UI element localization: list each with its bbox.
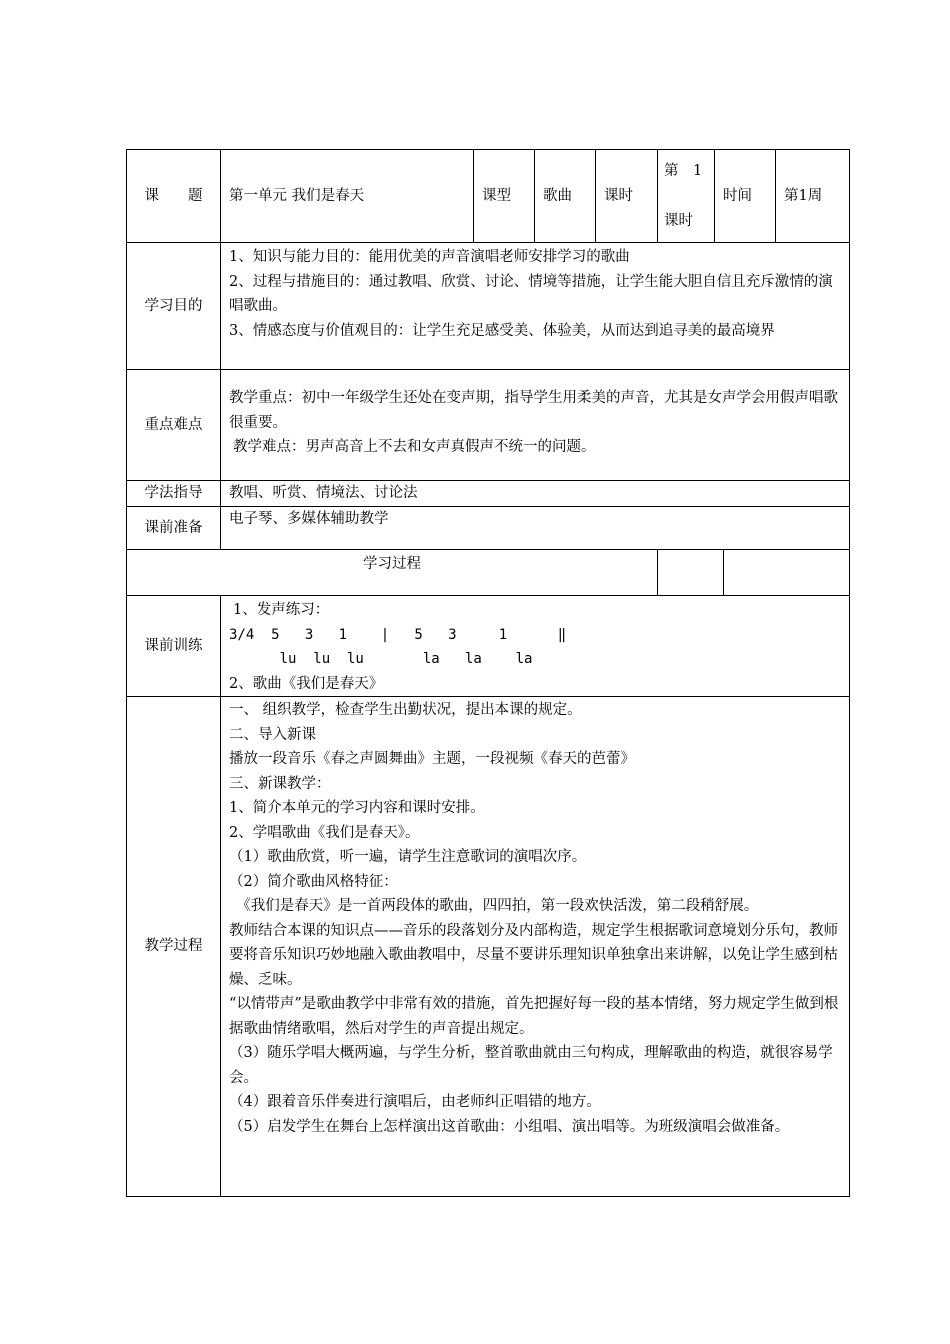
teaching-paragraph: 2、学唱歌曲《我们是春天》。 bbox=[229, 824, 420, 841]
teaching-paragraph: （5）启发学生在舞台上怎样演出这首歌曲：小组唱、演出唱等。为班级演唱会做准备。 bbox=[229, 1118, 790, 1135]
goal-item: 1、知识与能力目的：能用优美的声音演唱老师安排学习的歌曲 bbox=[229, 249, 630, 265]
teaching-content bbox=[221, 697, 850, 1197]
teaching-paragraph: 教师结合本课的知识点——音乐的段落划分及内部构造，规定学生根据歌词意境划分乐句，教师要将音乐知识巧妙地融入歌曲教唱中，尽量不要讲乐理知识单独拿出来讲解，以免让学生感到枯燥、乏味。 bbox=[229, 922, 838, 988]
teaching-paragraph: （2）简介歌曲风格特征： bbox=[229, 873, 398, 890]
warmup-line4: 2、歌曲《我们是春天》 bbox=[229, 675, 384, 692]
type-label: 课型 bbox=[474, 150, 535, 243]
syllables-line: lu lu lu la la la bbox=[229, 651, 533, 667]
focus-text: 教学重点：初中一年级学生还处在变声期，指导学生用柔美的声音，尤其是女声学会用假声唱歌很重要。 bbox=[229, 390, 838, 431]
teaching-paragraph: 一、 组织教学，检查学生出勤状况，提出本课的规定。 bbox=[229, 702, 582, 718]
hours-label: 课时 bbox=[596, 150, 658, 243]
teaching-paragraph: （4）跟着音乐伴奏进行演唱后，由老师纠正唱错的地方。 bbox=[229, 1094, 601, 1110]
teaching-paragraph: 《我们是春天》是一首两段体的歌曲，四四拍，第一段欢快活泼，第二段稍舒展。 bbox=[229, 898, 759, 914]
goals-row bbox=[127, 243, 850, 370]
goals-content bbox=[221, 243, 850, 370]
header-row bbox=[127, 150, 850, 243]
method-row bbox=[127, 481, 850, 507]
goals-label: 学习目的 bbox=[127, 243, 221, 370]
warmup-label: 课前训练 bbox=[127, 596, 221, 697]
type-value: 歌曲 bbox=[535, 150, 596, 243]
teaching-label: 教学过程 bbox=[127, 697, 221, 1197]
hours-value-line2: 课时 bbox=[664, 212, 693, 229]
time-value: 第1周 bbox=[776, 150, 850, 243]
keypoints-row bbox=[127, 370, 850, 481]
prep-row bbox=[127, 507, 850, 550]
method-label: 学法指导 bbox=[127, 481, 221, 507]
warmup-content bbox=[221, 596, 850, 697]
teaching-paragraph: “以情带声”是歌曲教学中非常有效的措施，首先把握好每一段的基本情绪，努力规定学生做到根据歌曲情绪歌唱，然后对学生的声音提出规定。 bbox=[229, 996, 839, 1037]
process-header-divider bbox=[723, 550, 724, 595]
keypoints-content bbox=[221, 370, 850, 481]
teaching-row bbox=[127, 697, 850, 1197]
teaching-paragraph: 三、新课教学： bbox=[229, 775, 331, 792]
keypoints-label: 重点难点 bbox=[127, 370, 221, 481]
teaching-paragraph: （1）歌曲欣赏，听一遍，请学生注意歌词的演唱次序。 bbox=[229, 849, 587, 865]
notation-line: 3/4 5 3 1 | 5 3 1 ‖ bbox=[229, 626, 567, 643]
topic-label: 课 题 bbox=[127, 150, 221, 243]
teaching-paragraph: 播放一段音乐《春之声圆舞曲》主题，一段视频《春天的芭蕾》 bbox=[229, 751, 635, 767]
goal-item: 2、过程与措施目的：通过教唱、欣赏、讨论、情境等措施，让学生能大胆自信且充斥激情的演唱歌曲。 bbox=[229, 273, 833, 314]
topic-value: 第一单元 我们是春天 bbox=[221, 150, 474, 243]
teaching-paragraph: （3）随乐学唱大概两遍，与学生分析，整首歌曲就由三句构成，理解歌曲的构造，就很容易学会。 bbox=[229, 1045, 833, 1086]
teaching-paragraph: 1、简介本单元的学习内容和课时安排。 bbox=[229, 800, 485, 816]
process-header-row bbox=[127, 550, 850, 596]
hours-value bbox=[658, 150, 715, 243]
method-value: 教唱、听赏、情境法、讨论法 bbox=[221, 481, 850, 507]
warmup-line1: 1、发声练习： bbox=[233, 602, 330, 618]
time-label: 时间 bbox=[715, 150, 776, 243]
teaching-paragraph: 二、导入新课 bbox=[229, 726, 316, 743]
difficulty-text: 教学难点：男声高音上不去和女声真假声不统一的问题。 bbox=[233, 439, 596, 455]
lesson-plan-table bbox=[126, 149, 850, 1197]
goal-item: 3、情感态度与价值观目的：让学生充足感受美、体验美，从而达到追寻美的最高境界 bbox=[229, 322, 775, 339]
process-header: 学习过程 bbox=[127, 550, 658, 596]
warmup-row bbox=[127, 596, 850, 697]
hours-value-line1: 第 1 bbox=[664, 162, 703, 179]
process-header-blank bbox=[658, 550, 850, 596]
prep-value: 电子琴、多媒体辅助教学 bbox=[221, 507, 850, 550]
prep-label: 课前准备 bbox=[127, 507, 221, 550]
